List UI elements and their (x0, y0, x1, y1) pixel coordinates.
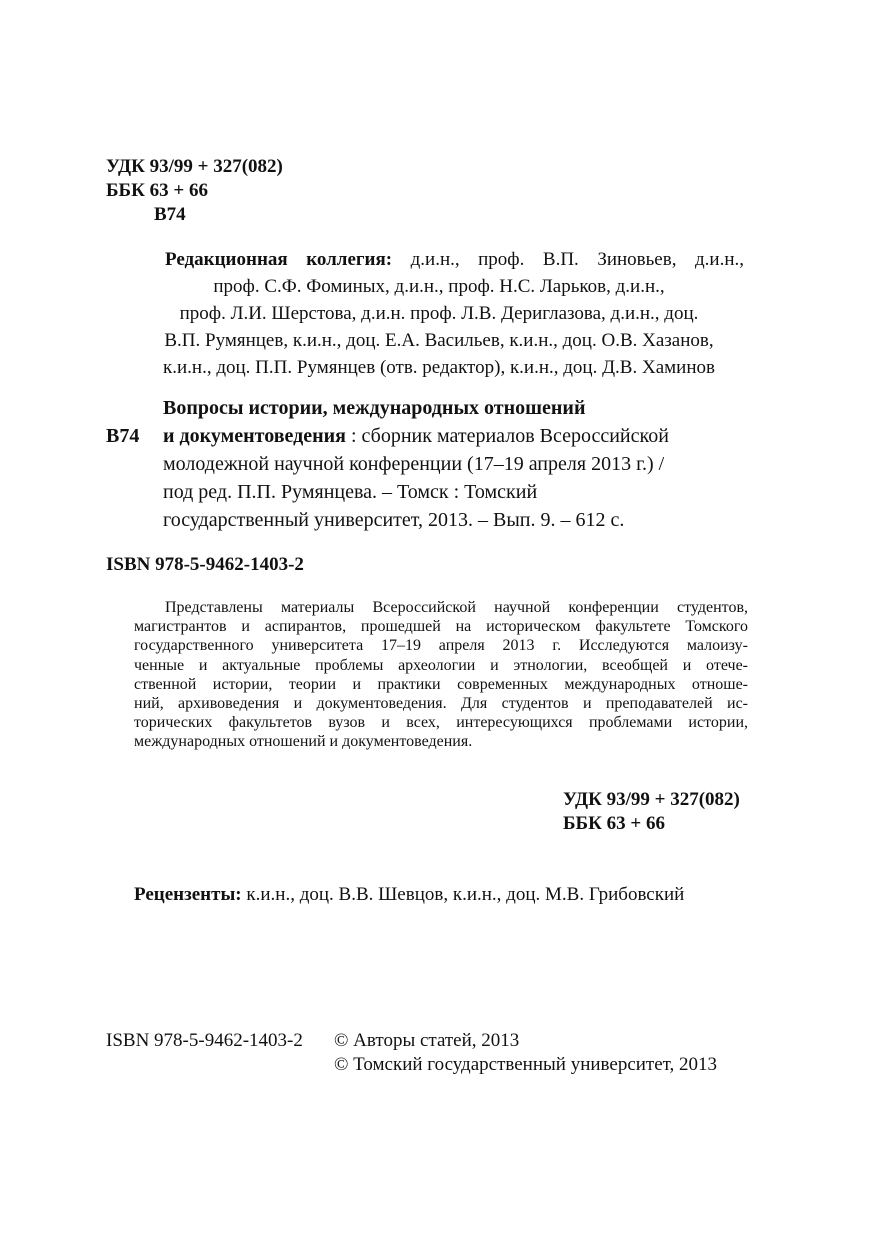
book-title-line-1: Вопросы истории, международных отношений (163, 397, 586, 419)
reviewers (134, 883, 684, 907)
editorial-line-3: проф. Л.И. Шерстова, д.и.н. проф. Л.В. Дериглазова, д.и.н., доц. (179, 303, 699, 324)
footer-bbk-code: ББК 63 + 66 (563, 813, 665, 834)
copyright-university: © Томский государственный университет, 2013 (334, 1054, 718, 1075)
editorial-line-2: проф. С.Ф. Фоминых, д.и.н., проф. Н.С. Ларьков, д.и.н., (213, 276, 665, 297)
editorial-line-1: Редакционная коллегия: д.и.н., проф. В.П. Зиновьев, д.и.н., (165, 249, 744, 270)
copyright-isbn: ISBN 978-5-9462-1403-2 (106, 1030, 303, 1051)
abstract-line: международных отношений и документоведения. (134, 733, 473, 751)
copyright-authors: © Авторы статей, 2013 (334, 1030, 520, 1051)
reviewers-text: к.и.н., доц. В.В. Шевцов, к.и.н., доц. М.В. Грибовский (241, 884, 685, 905)
editorial-label: Редакционная коллегия: (165, 249, 393, 270)
bbk-code: ББК 63 + 66 (106, 180, 208, 201)
reviewers-label: Рецензенты: (134, 884, 242, 905)
abstract-line: Представлены материалы Всероссийской научной конференции студентов, (165, 599, 748, 616)
editorial-line-5: к.и.н., доц. П.П. Румянцев (отв. редактор), к.и.н., доц. Д.В. Хаминов (163, 357, 715, 378)
udk-code: УДК 93/99 + 327(082) (106, 156, 283, 177)
book-description (163, 396, 748, 536)
abstract-line: ний, архивоведения и документоведения. Для студентов и преподавателей ис- (134, 694, 748, 712)
isbn-bold: ISBN 978-5-9462-1403-2 (106, 554, 304, 575)
abstract-line: ченные и актуальные проблемы археологии и этнологии, всеобщей и отече- (134, 656, 748, 674)
book-description-line-4: под ред. П.П. Румянцева. – Томск : Томский (163, 481, 538, 503)
book-code: В74 (106, 425, 140, 447)
author-code: В74 (154, 204, 186, 225)
book-description-line-5: государственный университет, 2013. – Вып. 9. – 612 с. (163, 509, 625, 531)
editorial-line-4: В.П. Румянцев, к.и.н., доц. Е.А. Васильев, к.и.н., доц. О.В. Хазанов, (164, 330, 714, 351)
abstract-line: торических факультетов вузов и всех, интересующихся проблемами истории, (134, 714, 748, 732)
footer-udk-code: УДК 93/99 + 327(082) (563, 789, 740, 810)
abstract (134, 598, 748, 752)
book-title-line-2: и документоведения : сборник материалов Всероссийской (163, 425, 669, 447)
abstract-line: государственного университета 17–19 апреля 2013 г. Исследуются малоизу- (134, 637, 748, 655)
abstract-line: магистрантов и аспирантов, прошедшей на историческом факультете Томского (134, 618, 748, 636)
book-description-line-3: молодежной научной конференции (17–19 апреля 2013 г.) / (163, 453, 665, 475)
abstract-line: ственной истории, теории и практики современных международных отноше- (134, 675, 748, 693)
editorial-board (134, 248, 744, 383)
